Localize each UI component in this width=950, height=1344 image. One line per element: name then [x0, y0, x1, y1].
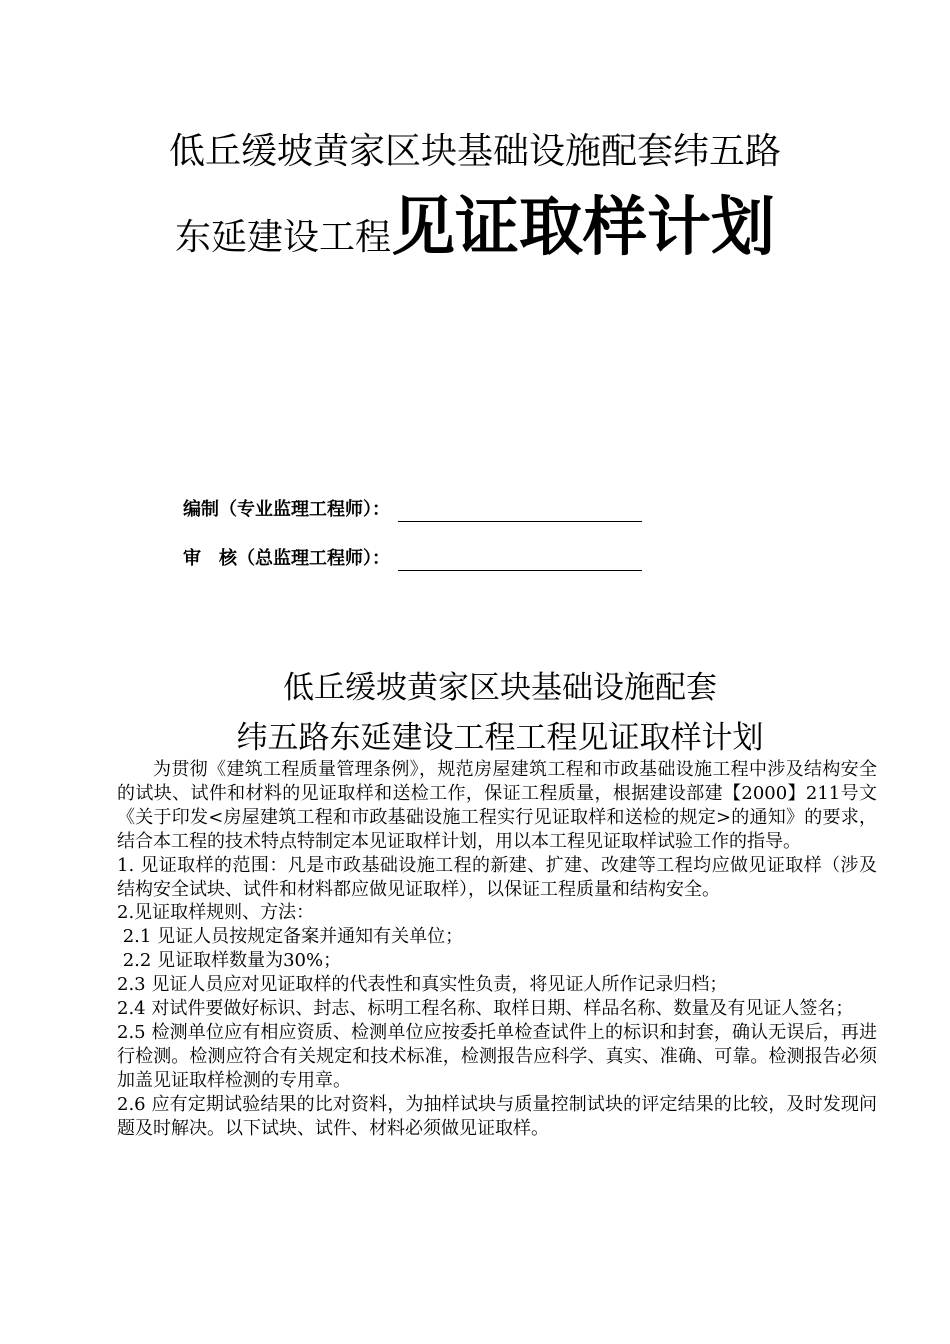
compiler-signature-line	[398, 501, 642, 522]
cover-title-prefix: 东延建设工程	[174, 217, 391, 258]
document-title-line1: 低丘缓坡黄家区块基础设施配套	[283, 670, 717, 706]
paragraph-rules-heading: 2.见证取样规则、方法：	[117, 902, 315, 924]
paragraph-rule-2-5: 2.5 检测单位应有相应资质、检测单位应按委托单检查试件上的标识和封套，确认无误后，再进行检测。检测应符合有关规定和技术标准，检测报告应科学、真实、准确、可靠。检测报告必须加盖见证取样检测的专用章。	[117, 1021, 877, 1091]
document-body	[117, 758, 877, 1141]
paragraph-rule-2-3: 2.3 见证人员应对见证取样的代表性和真实性负责，将见证人所作记录归档；	[117, 974, 728, 996]
document-title-line2: 纬五路东延建设工程工程见证取样计划	[236, 720, 764, 756]
paragraph-rule-2-4: 2.4 对试件要做好标识、封志、标明工程名称、取样日期、样品名称、数量及有见证人签名；	[117, 998, 854, 1020]
reviewer-signature-row	[183, 547, 642, 571]
cover-title-line1: 低丘缓坡黄家区块基础设施配套纬五路	[168, 131, 781, 172]
paragraph-intro: 为贯彻《建筑工程质量管理条例》，规范房屋建筑工程和市政基础设施工程中涉及结构安全的试块、试件和材料的见证取样和送检工作，保证工程质量，根据建设部建【2000】211号文《关于印发<房屋建筑工程和市政基础设施工程实行见证取样和送检的规定>的通知》的要求，结合本工程的技术特点特制定本见证取样计划，用以本工程见证取样试验工作的指导。	[117, 759, 877, 852]
compiler-signature-row	[183, 498, 642, 522]
cover-title-emphasis: 见证取样计划	[391, 191, 775, 265]
paragraph-rule-2-2: 2.2 见证取样数量为30%；	[117, 950, 342, 972]
reviewer-label: 审 核（总监理工程师）：	[183, 548, 390, 569]
paragraph-scope: 1. 见证取样的范围：凡是市政基础设施工程的新建、扩建、改建等工程均应做见证取样（涉及结构安全试块、试件和材料都应做见证取样），以保证工程质量和结构安全。	[117, 854, 877, 900]
cover-title-line2	[0, 190, 950, 276]
compiler-label: 编制（专业监理工程师）：	[183, 499, 390, 520]
reviewer-signature-line	[398, 550, 642, 571]
paragraph-rule-2-1: 2.1 见证人员按规定备案并通知有关单位；	[117, 926, 464, 948]
paragraph-rule-2-6: 2.6 应有定期试验结果的比对资料，为抽样试块与质量控制试块的评定结果的比较，及时发现问题及时解决。以下试块、试件、材料必须做见证取样。	[117, 1093, 877, 1139]
